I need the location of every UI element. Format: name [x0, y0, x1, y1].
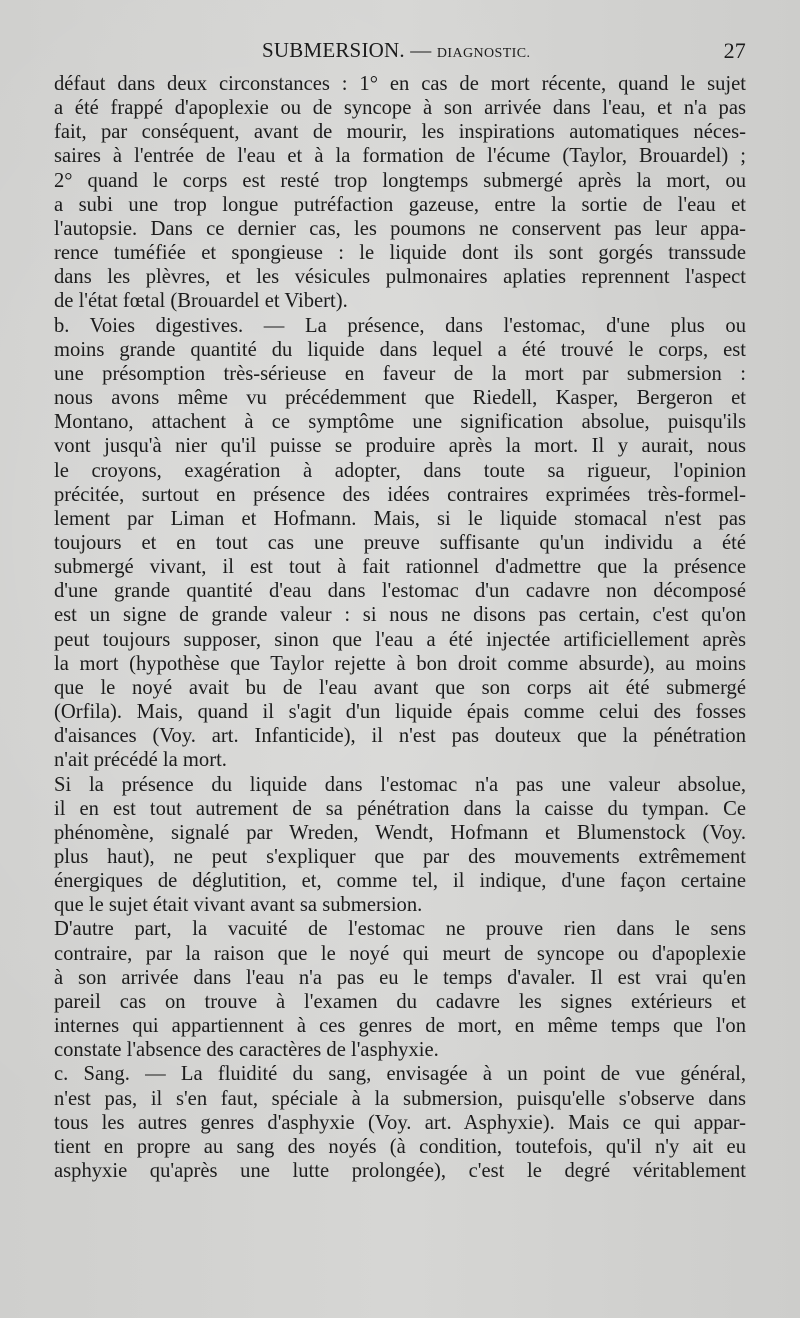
text-line: a été frappé d'apoplexie ou de syncope à son arrivée dans l'eau, et n'a pas	[54, 97, 746, 120]
text-line: lement par Liman et Hofmann. Mais, si le liquide stomacal n'est pas	[54, 507, 746, 530]
running-head	[54, 38, 746, 72]
text-line: est un signe de grande valeur : si nous ne disons pas certain, c'est qu'on	[54, 604, 746, 627]
text-line: D'autre part, la vacuité de l'estomac ne prouve rien dans le sens	[54, 918, 746, 941]
text-line: c. Sang. — La fluidité du sang, envisagée à un point de vue général,	[54, 1063, 746, 1086]
text-line: d'une grande quantité d'eau dans l'estomac d'un cadavre non décomposé	[54, 580, 746, 603]
running-head-main: SUBMERSION. —	[262, 38, 432, 62]
text-line: énergiques de déglutition, et, comme tel, il indique, d'une façon certaine	[54, 870, 746, 893]
text-line: la mort (hypothèse que Taylor rejette à bon droit comme absurde), au moins	[54, 652, 746, 675]
text-line: défaut dans deux circonstances : 1° en cas de mort récente, quand le sujet	[54, 73, 746, 95]
text-line: submergé vivant, il est tout à fait rationnel d'admettre que la présence	[54, 556, 746, 579]
text-line: d'aisances (Voy. art. Infanticide), il n'est pas douteux que la pénétration	[54, 725, 746, 748]
text-line: que le sujet était vivant avant sa submersion.	[54, 894, 423, 917]
text-line: il en est tout autrement de sa pénétration dans la caisse du tympan. Ce	[54, 797, 746, 820]
text-line: précitée, surtout en présence des idées contraires exprimées très-formel-	[54, 483, 746, 506]
running-head-title	[262, 38, 530, 63]
text-line: n'ait précédé la mort.	[54, 749, 227, 772]
text-line: Montano, attachent à ce symptôme une signification absolue, puisqu'ils	[54, 411, 746, 434]
text-line: contraire, par la raison que le noyé qui meurt de syncope ou d'apoplexie	[54, 942, 746, 965]
text-line: l'autopsie. Dans ce dernier cas, les poumons ne conservent pas leur appa-	[54, 217, 746, 240]
running-head-section: DIAGNOSTIC.	[436, 46, 531, 61]
text-line: que le noyé avait bu de l'eau avant que son corps ait été submergé	[54, 676, 746, 699]
text-line: phénomène, signalé par Wreden, Wendt, Hofmann et Blumenstock (Voy.	[54, 821, 746, 844]
text-line: pareil cas on trouve à l'examen du cadavre les signes extérieurs et	[54, 990, 746, 1013]
text-line: Si la présence du liquide dans l'estomac n'a pas une valeur absolue,	[54, 773, 746, 796]
text-line: saires à l'entrée de l'eau et à la formation de l'écume (Taylor, Brouardel) ;	[54, 145, 746, 168]
text-line: asphyxie qu'après une lutte prolongée), c'est le degré véritablement	[54, 1160, 746, 1183]
text-line: tient en propre au sang des noyés (à condition, toutefois, qu'il n'y ait eu	[54, 1135, 746, 1158]
text-line: fait, par conséquent, avant de mourir, les inspirations automatiques néces-	[54, 121, 746, 144]
text-line: vont jusqu'à nier qu'il puisse se produire après la mort. Il y aurait, nous	[54, 435, 746, 458]
text-line: rence tuméfiée et spongieuse : le liquide dont ils sont gorgés transsude	[54, 242, 746, 265]
text-line: peut toujours supposer, sinon que l'eau a été injectée artificiellement après	[54, 628, 746, 651]
text-line: nous avons même vu précédemment que Riedell, Kasper, Bergeron et	[54, 387, 746, 410]
text-line: internes qui appartiennent à ces genres de mort, en même temps que l'on	[54, 1015, 746, 1038]
text-line: constate l'absence des caractères de l'asphyxie.	[54, 1039, 439, 1062]
text-line: moins grande quantité du liquide dans lequel a été trouvé le corps, est	[54, 338, 746, 361]
text-line: toujours et en tout cas une preuve suffisante qu'un individu a été	[54, 531, 746, 554]
text-line: à son arrivée dans l'eau n'a pas eu le temps d'avaler. Il est vrai qu'en	[54, 966, 746, 989]
text-line: n'est pas, il s'en faut, spéciale à la submersion, puisqu'elle s'observe dans	[54, 1087, 746, 1110]
page-number: 27	[723, 38, 746, 63]
text-line: plus haut), ne peut s'expliquer que par des mouvements extrêmement	[54, 846, 746, 868]
text-line: (Orfila). Mais, quand il s'agit d'un liquide épais comme celui des fosses	[54, 701, 746, 724]
text-line: une présomption très-sérieuse en faveur de la mort par submersion :	[54, 362, 746, 385]
body-text	[54, 72, 746, 1183]
text-line: tous les autres genres d'asphyxie (Voy. art. Asphyxie). Mais ce qui appar-	[54, 1111, 746, 1134]
text-line: de l'état fœtal (Brouardel et Vibert).	[54, 290, 348, 313]
text-line: dans les plèvres, et les vésicules pulmonaires aplaties reprennent l'aspect	[54, 266, 746, 289]
text-line: a subi une trop longue putréfaction gazeuse, entre la sortie de l'eau et	[54, 193, 746, 216]
text-line: 2° quand le corps est resté trop longtemps submergé après la mort, ou	[54, 169, 746, 192]
text-line: le croyons, exagération à adopter, dans toute sa rigueur, l'opinion	[54, 459, 746, 482]
text-line: b. Voies digestives. — La présence, dans l'estomac, d'une plus ou	[54, 314, 746, 337]
